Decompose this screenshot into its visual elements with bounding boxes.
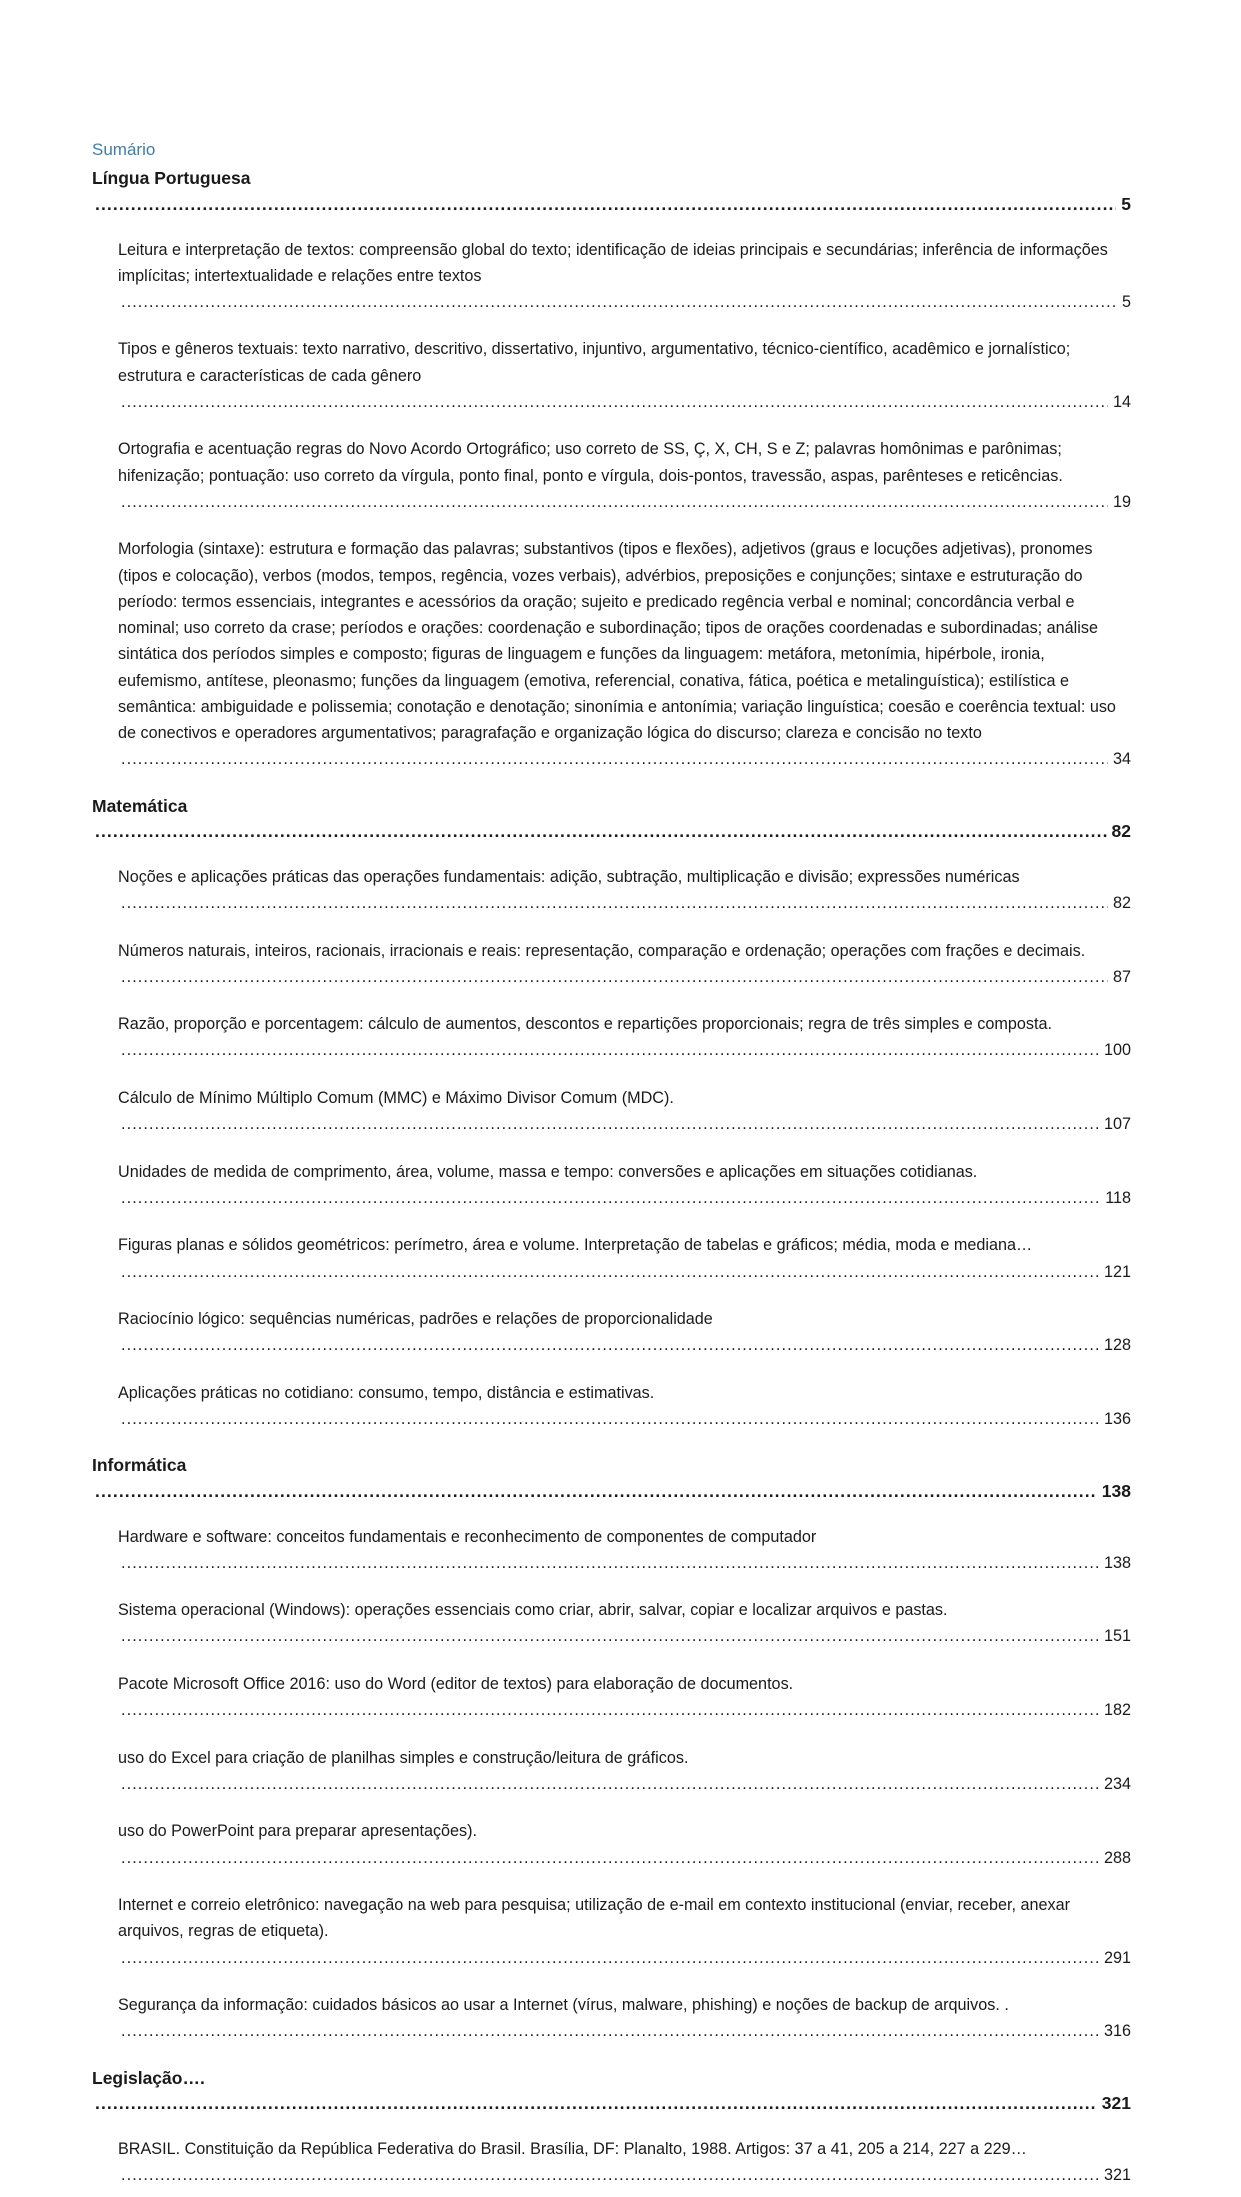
- toc-page-number: 138: [1101, 1480, 1131, 1501]
- toc-entry-label: uso do Excel para criação de planilhas simples e construção/leitura de gráficos.: [118, 1748, 689, 1767]
- toc-page-number: 321: [1101, 2093, 1131, 2114]
- toc-entry-label: Noções e aplicações práticas das operações fundamentais: adição, subtração, multiplicação e divisão; expressões numéricas: [118, 867, 1020, 886]
- toc-entry[interactable]: [92, 1085, 1131, 1146]
- toc-page-number: 82: [1111, 821, 1131, 842]
- toc-entry-label: Tipos e gêneros textuais: texto narrativo, descritivo, dissertativo, injuntivo, argumentativo, técnico-científico, acadêmico e jornalístico; estrutura e características de cada gênero: [118, 340, 1071, 385]
- toc-page-number: 128: [1103, 1336, 1131, 1355]
- toc-entry[interactable]: [92, 1892, 1131, 1979]
- toc-dot-leader: [121, 1781, 1099, 1797]
- toc-dot-leader: [95, 200, 1116, 218]
- toc-dot-leader: [121, 1560, 1099, 1576]
- toc-dot-leader: [121, 1342, 1099, 1358]
- toc-page-number: 288: [1103, 1848, 1131, 1867]
- toc-entry[interactable]: [92, 864, 1131, 925]
- toc-entry[interactable]: [92, 1453, 1131, 1511]
- toc-heading: Sumário: [92, 140, 156, 159]
- toc-dot-leader: [121, 1416, 1099, 1432]
- toc-entry-label: BRASIL. Constituição da República Federativa do Brasil. Brasília, DF: Planalto, 1988. Artigos: 37 a 41, 205 a 214, 227 a 229…: [118, 2139, 1027, 2158]
- toc-entry-label: Números naturais, inteiros, racionais, irracionais e reais: representação, comparação e ordenação; operações com frações e decimais.: [118, 941, 1086, 960]
- toc-dot-leader: [121, 2172, 1099, 2188]
- toc-entry[interactable]: [92, 1745, 1131, 1806]
- toc-dot-leader: [121, 2028, 1099, 2044]
- toc-entry[interactable]: [92, 1818, 1131, 1879]
- toc-entry[interactable]: [92, 2066, 1131, 2124]
- toc-dot-leader: [121, 1047, 1099, 1063]
- toc-dot-leader: [95, 1487, 1097, 1505]
- toc-dot-leader: [121, 1121, 1099, 1137]
- toc-page-number: 316: [1103, 2022, 1131, 2041]
- table-of-contents: [92, 166, 1131, 2196]
- toc-dot-leader: [121, 900, 1108, 916]
- toc-dot-leader: [121, 499, 1108, 515]
- toc-entry[interactable]: [92, 1671, 1131, 1732]
- toc-entry[interactable]: [92, 1992, 1131, 2053]
- toc-page-number: 118: [1105, 1188, 1131, 1207]
- toc-entry[interactable]: [92, 166, 1131, 224]
- toc-entry-label: Legislação….: [92, 2067, 205, 2088]
- toc-entry-label: Internet e correio eletrônico: navegação na web para pesquisa; utilização de e-mail em contexto institucional (enviar, receber, anexar arquivos, regras de etiqueta).: [118, 1896, 1071, 1941]
- toc-entry-label: Razão, proporção e porcentagem: cálculo de aumentos, descontos e repartições proporcionais; regra de três simples e composta.: [118, 1015, 1052, 1034]
- toc-page-number: 100: [1103, 1041, 1131, 1060]
- toc-page-number: 234: [1103, 1774, 1131, 1793]
- toc-entry[interactable]: [92, 336, 1131, 423]
- toc-entry[interactable]: [92, 1380, 1131, 1441]
- toc-entry[interactable]: [92, 1232, 1131, 1293]
- toc-entry-label: Língua Portuguesa: [92, 168, 251, 189]
- toc-page-number: 87: [1112, 967, 1131, 986]
- toc-entry[interactable]: [92, 1159, 1131, 1220]
- toc-page-number: 291: [1103, 1948, 1131, 1967]
- toc-page-number: 82: [1112, 894, 1131, 913]
- toc-entry-label: Figuras planas e sólidos geométricos: perímetro, área e volume. Interpretação de tabelas e gráficos; média, moda e mediana…: [118, 1236, 1033, 1255]
- toc-entry[interactable]: [92, 1524, 1131, 1585]
- toc-page-number: 34: [1112, 750, 1131, 769]
- toc-entry[interactable]: [92, 1306, 1131, 1367]
- toc-entry[interactable]: [92, 1597, 1131, 1658]
- toc-dot-leader: [121, 1634, 1099, 1650]
- toc-page-number: 121: [1103, 1262, 1131, 1281]
- toc-page-number: 107: [1103, 1115, 1131, 1134]
- toc-page-number: 138: [1103, 1553, 1131, 1572]
- toc-page-number: 14: [1112, 392, 1131, 411]
- toc-dot-leader: [121, 1195, 1100, 1211]
- toc-entry[interactable]: [92, 2136, 1131, 2197]
- toc-dot-leader: [121, 1855, 1099, 1871]
- toc-entry[interactable]: [92, 536, 1131, 780]
- toc-dot-leader: [121, 974, 1108, 990]
- toc-page-number: 136: [1103, 1409, 1131, 1428]
- toc-entry[interactable]: [92, 1011, 1131, 1072]
- toc-page-number: 5: [1121, 292, 1131, 311]
- toc-dot-leader: [121, 1955, 1099, 1971]
- toc-entry-label: Morfologia (sintaxe): estrutura e formação das palavras; substantivos (tipos e flexões), adjetivos (graus e locuções adjetivas), pronomes (tipos e colocação), verbos (modos, tempos, regência, vozes verbais), advérbios, preposições e conjunções; sintaxe e estruturação do período: termos essenciais, integrantes e acessórios da oração; sujeito e predicado regência verbal e nominal; concordância verbal e nominal; uso correto da crase; períodos e orações: coordenação e subordinação; tipos de orações coordenadas e subordinadas; análise sintática dos períodos simples e composto; figuras de linguagem e funções da linguagem: metáfora, metonímia, hipérbole, ironia, eufemismo, antítese, pleonasmo; funções da linguagem (emotiva, referencial, conativa, fática, poética e metalinguística); estilística e semântica: ambiguidade e polissemia; conotação e denotação; sinonímia e antonímia; variação linguística; coesão e coerência textual: uso de conectivos e operadores argumentativos; paragrafação e organização lógica do discurso; clareza e concisão no texto: [118, 540, 1116, 742]
- toc-dot-leader: [95, 827, 1107, 845]
- toc-entry-label: Segurança da informação: cuidados básicos ao usar a Internet (vírus, malware, phishing) e noções de backup de arquivos. .: [118, 1996, 1009, 2014]
- toc-page-number: 182: [1103, 1701, 1131, 1720]
- toc-page-number: 321: [1103, 2166, 1131, 2185]
- toc-entry-label: Hardware e software: conceitos fundamentais e reconhecimento de componentes de computador: [118, 1527, 817, 1546]
- toc-dot-leader: [121, 399, 1108, 415]
- toc-page-number: 19: [1112, 492, 1131, 511]
- toc-entry-label: uso do PowerPoint para preparar apresentações).: [118, 1822, 478, 1841]
- toc-page-number: 5: [1121, 193, 1131, 214]
- toc-dot-leader: [121, 1269, 1099, 1285]
- toc-entry[interactable]: [92, 794, 1131, 852]
- toc-entry-label: Cálculo de Mínimo Múltiplo Comum (MMC) e Máximo Divisor Comum (MDC).: [118, 1088, 674, 1107]
- toc-dot-leader: [95, 2099, 1097, 2117]
- toc-entry-label: Matemática: [92, 795, 188, 816]
- toc-page-number: 151: [1103, 1627, 1131, 1646]
- toc-dot-leader: [121, 756, 1108, 772]
- toc-dot-leader: [121, 1707, 1099, 1723]
- toc-entry-label: Ortografia e acentuação regras do Novo Acordo Ortográfico; uso correto de SS, Ç, X, CH, S e Z; palavras homônimas e parônimas; hifenização; pontuação: uso correto da vírgula, ponto final, ponto e vírgula, dois-pontos, travessão, aspas, parênteses e reticências.: [118, 440, 1063, 485]
- toc-entry-label: Informática: [92, 1455, 187, 1476]
- toc-entry[interactable]: [92, 938, 1131, 999]
- toc-entry-label: Aplicações práticas no cotidiano: consumo, tempo, distância e estimativas.: [118, 1383, 655, 1402]
- toc-entry[interactable]: [92, 237, 1131, 324]
- toc-entry[interactable]: [92, 436, 1131, 523]
- toc-entry-label: Sistema operacional (Windows): operações essenciais como criar, abrir, salvar, copiar e localizar arquivos e pastas.: [118, 1601, 948, 1620]
- toc-dot-leader: [121, 299, 1117, 315]
- toc-entry-label: Raciocínio lógico: sequências numéricas, padrões e relações de proporcionalidade: [118, 1310, 713, 1329]
- toc-entry-label: Leitura e interpretação de textos: compreensão global do texto; identificação de ideias principais e secundárias; inferência de informações implícitas; intertextualidade e relações entre textos: [118, 240, 1108, 285]
- toc-entry-label: Pacote Microsoft Office 2016: uso do Word (editor de textos) para elaboração de documentos.: [118, 1674, 794, 1693]
- toc-entry-label: Unidades de medida de comprimento, área, volume, massa e tempo: conversões e aplicações em situações cotidianas.: [118, 1162, 978, 1181]
